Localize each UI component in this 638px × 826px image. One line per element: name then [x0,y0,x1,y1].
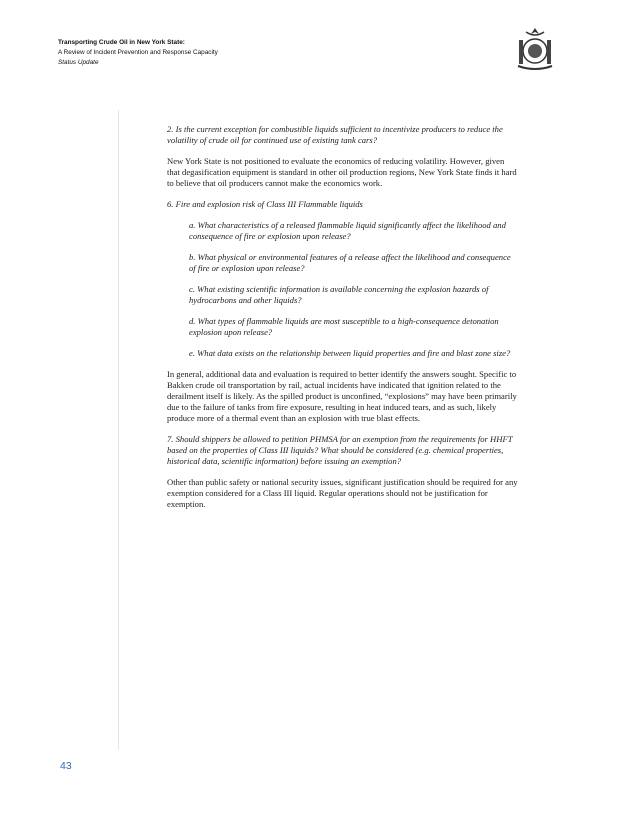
scanned-letter-body [167,124,519,520]
header-subtitle: A Review of Incident Prevention and Response Capacity [58,49,218,56]
state-seal-icon [512,26,558,72]
question-6a: a. What characteristics of a released flammable liquid significantly affect the likelihood and consequence of fire or explosion upon release? [189,220,506,241]
answer-7: Other than public safety or national security issues, significant justification should be required for any exemption considered for a Class III liquid. Regular operations should not be justification for exemption. [167,477,518,509]
answer-6: In general, additional data and evaluation is required to better identify the answers sought. Specific to Bakken crude oil transportation by rail, actual incidents have indicated that ignition related to the derailment itself is likely. As the spilled product is unconfined, “explosions” may have been primarily due to the failure of tanks from fire exposure, resulting in heat induced tears, and as such, likely produce more of a thermal event than an explosion with true blast effects. [167,369,517,423]
answer-2: New York State is not positioned to evaluate the economics of reducing volatility. However, given that degasification equipment is standard in other oil production regions, New York State finds it hard to believe that oil producers cannot make the economics work. [167,156,517,188]
question-6c: c. What existing scientific information is available concerning the explosion hazards of hydrocarbons and other liquids? [189,284,489,305]
document-header [58,38,218,68]
page-number: 43 [60,760,72,772]
question-7: 7. Should shippers be allowed to petition PHMSA for an exemption from the requirements for HHFT based on the properties of Class III liquids? What should be considered (e.g. chemical properties, historical data, scientific information) before issuing an exemption? [167,434,513,466]
header-status: Status Update [58,59,99,66]
question-6: 6. Fire and explosion risk of Class III Flammable liquids [167,199,363,209]
question-6b: b. What physical or environmental features of a release affect the likelihood and consequence of fire or explosion upon release? [189,252,511,273]
question-6d: d. What types of flammable liquids are most susceptible to a high-consequence detonation explosion upon release? [189,316,499,337]
question-2: 2. Is the current exception for combustible liquids sufficient to incentivize producers to reduce the volatility of crude oil for continued use of existing tank cars? [167,124,503,145]
scan-artifact-line [118,110,119,750]
question-6e: e. What data exists on the relationship between liquid properties and fire and blast zone size? [189,348,511,358]
header-title: Transporting Crude Oil in New York State: [58,39,185,46]
